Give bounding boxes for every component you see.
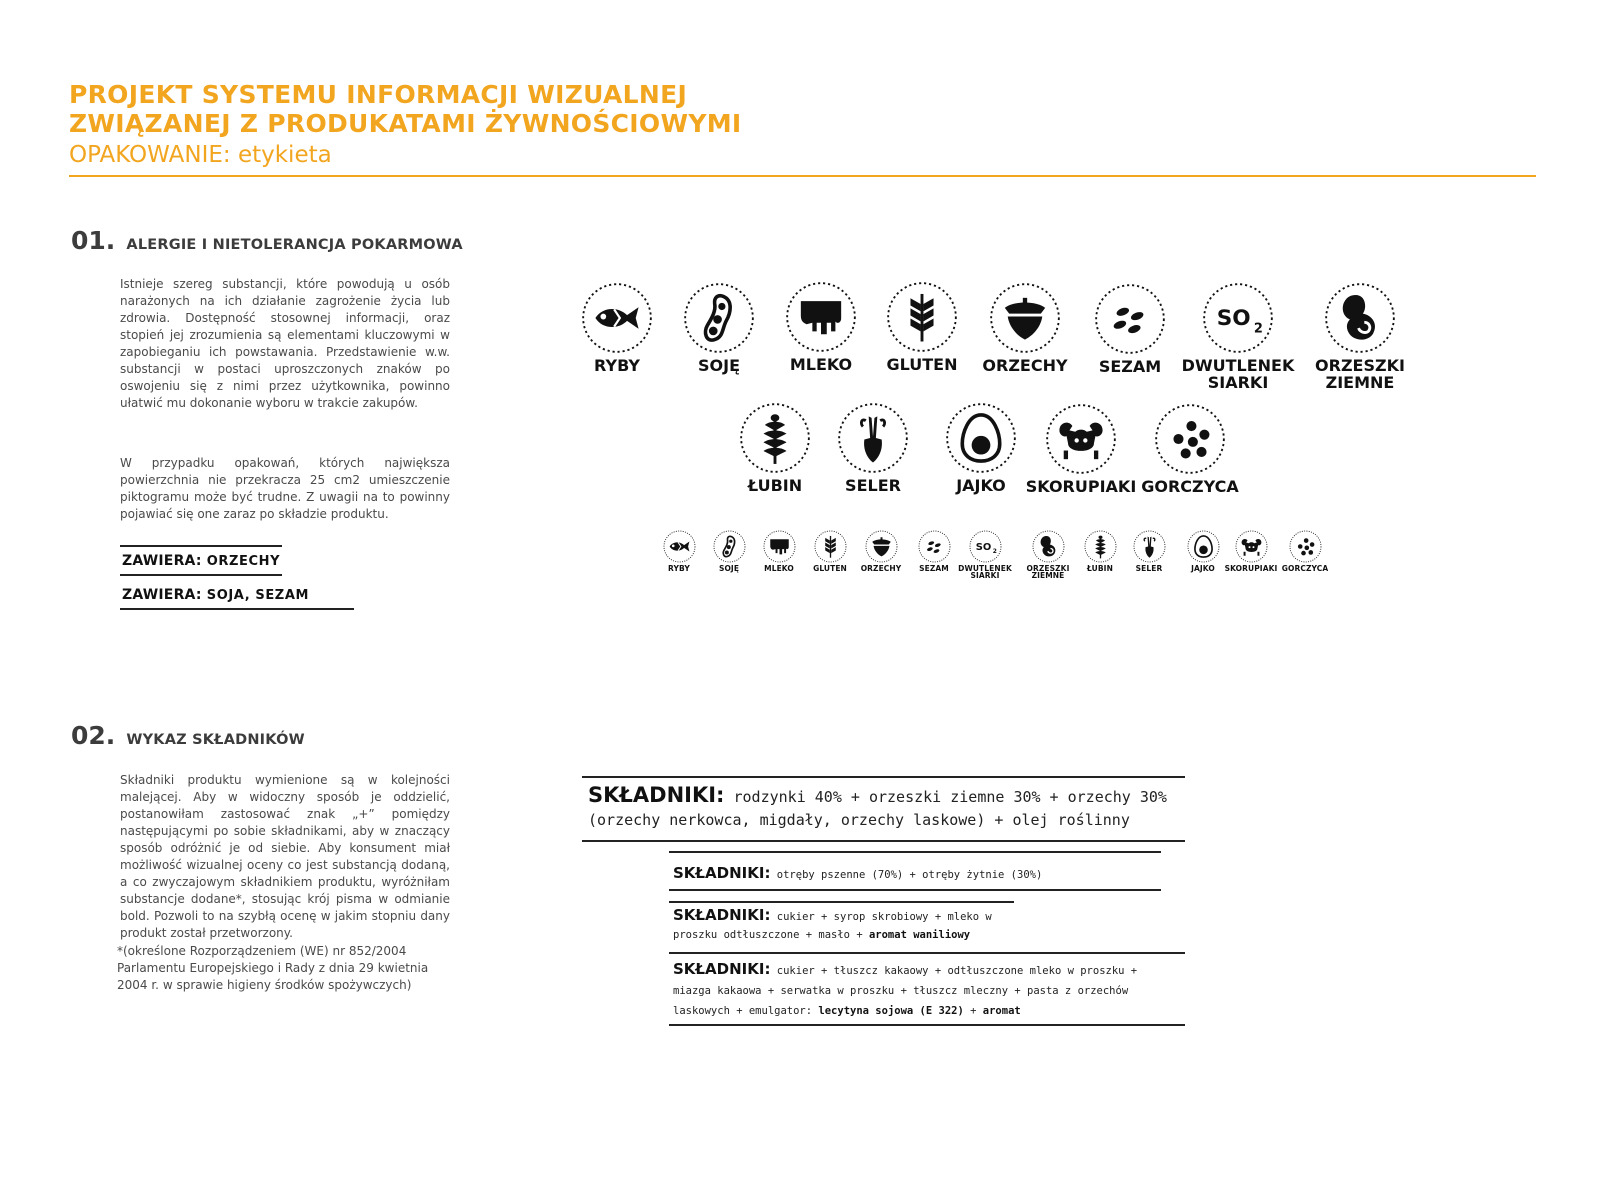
section1-paragraph1: Istnieje szereg substancji, które powodują u osób narażonych na ich działanie zagrożenie życia lub zdrowia. Dostępność stosownej informacji, oraz stopień jej zrozumienia są elementami kluczowymi w zapobieganiu ich powstawania. Przedstawienie w.w. substancji w postaci uproszczonych znaków po oswojeniu się z nimi przez użytkownika, powinno ułatwić mu dokonanie wyboru w trakcie zakupów.: [120, 277, 450, 410]
allergen-celery: [1119, 530, 1179, 573]
contains-value: ORZECHY: [206, 554, 281, 569]
contains-label: ZAWIERA:: [122, 587, 202, 603]
lupin-icon: [739, 402, 811, 474]
allergen-peanut: [1300, 282, 1420, 392]
section2-heading: [71, 721, 305, 750]
section1-number: 01.: [71, 226, 116, 255]
milk-icon: [785, 281, 857, 353]
allergen-label: [1300, 358, 1420, 392]
allergen-mustard: [1275, 530, 1335, 573]
lupin-icon: [1084, 530, 1117, 563]
allergen-peanut: [1018, 530, 1078, 581]
allergen-wheat: [862, 281, 982, 374]
allergen-label-line1: ORZESZKI: [1315, 356, 1405, 375]
ingredients-heading: SKŁADNIKI:: [588, 783, 725, 807]
allergen-label-line1: DWUTLENEK: [958, 563, 1012, 573]
ingredients-added-substance: aromat waniliowy: [868, 929, 971, 941]
crab-icon: [1235, 530, 1268, 563]
allergen-label-line1: ORZESZKI: [1026, 563, 1070, 573]
allergen-label-line1: MLEKO: [764, 563, 794, 573]
allergen-label: [813, 478, 933, 495]
allergen-label-line1: ŁUBIN: [747, 476, 803, 495]
page-title-line2: ZWIĄZANEJ Z PRODUKATAMI ŻYWNOŚCIOWYMI: [69, 109, 742, 138]
milk-icon: [763, 530, 796, 563]
crab-icon: [1045, 403, 1117, 475]
ingredients-added-substance: lecytyna sojowa (E 322): [818, 1005, 964, 1017]
allergen-label-line2: ZIEMNE: [1031, 571, 1065, 581]
ingredients-text-plus: +: [963, 1005, 983, 1017]
egg-icon: [1187, 530, 1220, 563]
contains-value: SOJA, SEZAM: [206, 588, 310, 603]
allergen-label: [1119, 565, 1179, 573]
allergen-crab: [1221, 530, 1281, 573]
so2-subscript: 2: [1253, 321, 1263, 337]
ingredients-block-1: [582, 776, 1185, 842]
so2-symbol-text: SO: [975, 541, 991, 553]
ingredients-text: otręby pszenne (70%) + otręby żytnie (30%): [770, 869, 1043, 881]
allergen-label: [1178, 358, 1298, 392]
allergen-label-line1: SKORUPIAKI: [1025, 477, 1137, 496]
mustard-icon: [1154, 403, 1226, 475]
section2-title: WYKAZ SKŁADNIKÓW: [126, 732, 305, 748]
sesame-icon: [918, 530, 951, 563]
wheat-icon: [814, 530, 847, 563]
allergen-label-line1: SELER: [845, 476, 901, 495]
allergen-label-line1: SOJĘ: [697, 356, 740, 375]
allergen-nut: [965, 282, 1085, 375]
allergen-label-line1: ORZECHY: [860, 563, 902, 573]
ingredients-text: cukier + syrop skrobiowy + mleko w proszku odtłuszczone + masło +: [673, 911, 992, 941]
allergen-label-line1: GLUTEN: [813, 563, 847, 573]
peanut-icon: [1032, 530, 1065, 563]
allergen-nut: [851, 530, 911, 573]
allergen-label: [862, 357, 982, 374]
so2-subscript: 2: [992, 547, 997, 555]
wheat-icon: [886, 281, 958, 353]
allergen-crab: [1021, 403, 1141, 496]
allergen-label-line1: MLEKO: [789, 355, 853, 374]
allergen-label-line1: SOJĘ: [718, 563, 740, 573]
allergen-label-line2: SIARKI: [970, 571, 1000, 581]
allergen-label: [955, 565, 1015, 581]
contains-label: ZAWIERA:: [122, 553, 202, 569]
ingredients-text: cukier + tłuszcz kakaowy + odtłuszczone mleko w proszku + miazga kakaowa + serwatka w proszku + tłuszcz mleczny + pasta z orzechów laskowych + emulgator:: [673, 965, 1138, 1017]
allergen-label-line1: GORCZYCA: [1141, 477, 1239, 496]
allergen-label: [1070, 359, 1190, 376]
allergen-so2: [955, 530, 1015, 581]
fish-icon: [581, 282, 653, 354]
allergen-label-line1: SKORUPIAKI: [1224, 563, 1278, 573]
page-subtitle: OPAKOWANIE: etykieta: [69, 142, 332, 168]
allergen-label: [1018, 565, 1078, 581]
ingredients-heading: SKŁADNIKI:: [673, 906, 771, 924]
allergen-sesame: [1070, 283, 1190, 376]
peanut-icon: [1324, 282, 1396, 354]
allergen-label: [1130, 479, 1250, 496]
allergen-label-line2: SIARKI: [1207, 372, 1269, 392]
ingredients-block-4: [669, 952, 1185, 1026]
so2-icon: [1202, 282, 1274, 354]
allergen-label-line1: SELER: [1135, 563, 1163, 573]
allergen-label: [1021, 479, 1141, 496]
egg-icon: [945, 402, 1017, 474]
allergen-label-line1: SEZAM: [1098, 357, 1162, 376]
fish-icon: [663, 530, 696, 563]
sesame-icon: [1094, 283, 1166, 355]
allergen-label: [1275, 565, 1335, 573]
ingredients-heading: SKŁADNIKI:: [673, 864, 771, 882]
section2-footnote: *(określone Rozporządzeniem (WE) nr 852/2004 Parlamentu Europejskiego i Rady z dnia 29 kwietnia 2004 r. w sprawie higieny środków spożywczych): [117, 944, 429, 992]
allergen-label-line1: GLUTEN: [886, 355, 958, 374]
allergen-label-line1: JAJKO: [1191, 563, 1215, 573]
so2-icon: [969, 530, 1002, 563]
allergen-label: [1221, 565, 1281, 573]
ingredients-added-substance-2: aromat: [982, 1005, 1021, 1017]
so2-symbol-text: SO: [1216, 306, 1251, 332]
allergen-label-line1: RYBY: [594, 356, 640, 375]
allergen-mustard: [1130, 403, 1250, 496]
soy-icon: [683, 282, 755, 354]
nut-icon: [989, 282, 1061, 354]
section1-paragraph2: W przypadku opakowań, których największa powierzchnia nie przekracza 25 cm2 umieszczenie piktogramu może być trudne. Z uwagii na to powinny pojawiać się one zaraz po składzie produktu.: [120, 456, 450, 521]
allergen-label-line1: DWUTLENEK: [1181, 356, 1295, 375]
section2-number: 02.: [71, 721, 116, 750]
section1-title: ALERGIE I NIETOLERANCJA POKARMOWA: [126, 237, 463, 253]
allergen-label-line1: GORCZYCA: [1281, 563, 1329, 573]
soy-icon: [713, 530, 746, 563]
allergen-label-line1: JAJKO: [956, 476, 1006, 495]
celery-icon: [837, 402, 909, 474]
allergen-so2: [1178, 282, 1298, 392]
allergen-label-line1: RYBY: [668, 563, 690, 573]
page-title-line1: PROJEKT SYSTEMU INFORMACJI WIZUALNEJ: [69, 80, 688, 109]
section1-heading: [71, 226, 463, 255]
allergen-label: [851, 565, 911, 573]
page-title: [69, 80, 742, 138]
nut-icon: [865, 530, 898, 563]
ingredients-block-3: [669, 901, 1014, 947]
allergen-label-line1: ŁUBIN: [1087, 563, 1113, 573]
mustard-icon: [1289, 530, 1322, 563]
contains-box-2: [120, 580, 354, 610]
ingredients-heading: SKŁADNIKI:: [673, 960, 771, 978]
allergen-label: [965, 358, 1085, 375]
ingredients-text: rodzynki 40% + orzeszki ziemne 30% + orzechy 30% (orzechy nerkowca, migdały, orzechy laskowe) + olej roślinny: [588, 788, 1167, 829]
allergen-label-line1: ORZECHY: [982, 356, 1068, 375]
section2-paragraph: Składniki produktu wymienione są w kolejności malejącej. Aby w widoczny sposób je oddzielić, postanowiłam zastosować znak „+” pomiędzy następującymi po sobie składnikami, aby w znaczący sposób odróżnić je od siebie. Aby konsument miał możliwość wizualnej oceny co jest substancją dodaną, a co zwyczajowym składnikiem produktu, wyróżniłam substancje dodane*, stosując krój pisma w odmianie bold. Pozwoli to na szybłą ocenę w jakim stopniu dany produkt został przetworzony.: [120, 773, 450, 940]
header-divider: [69, 175, 1536, 177]
allergen-label-line1: SEZAM: [919, 563, 949, 573]
celery-icon: [1133, 530, 1166, 563]
allergen-celery: [813, 402, 933, 495]
ingredients-block-2: [669, 851, 1161, 891]
contains-box-1: [120, 545, 282, 576]
allergen-label-line2: ZIEMNE: [1325, 372, 1395, 392]
